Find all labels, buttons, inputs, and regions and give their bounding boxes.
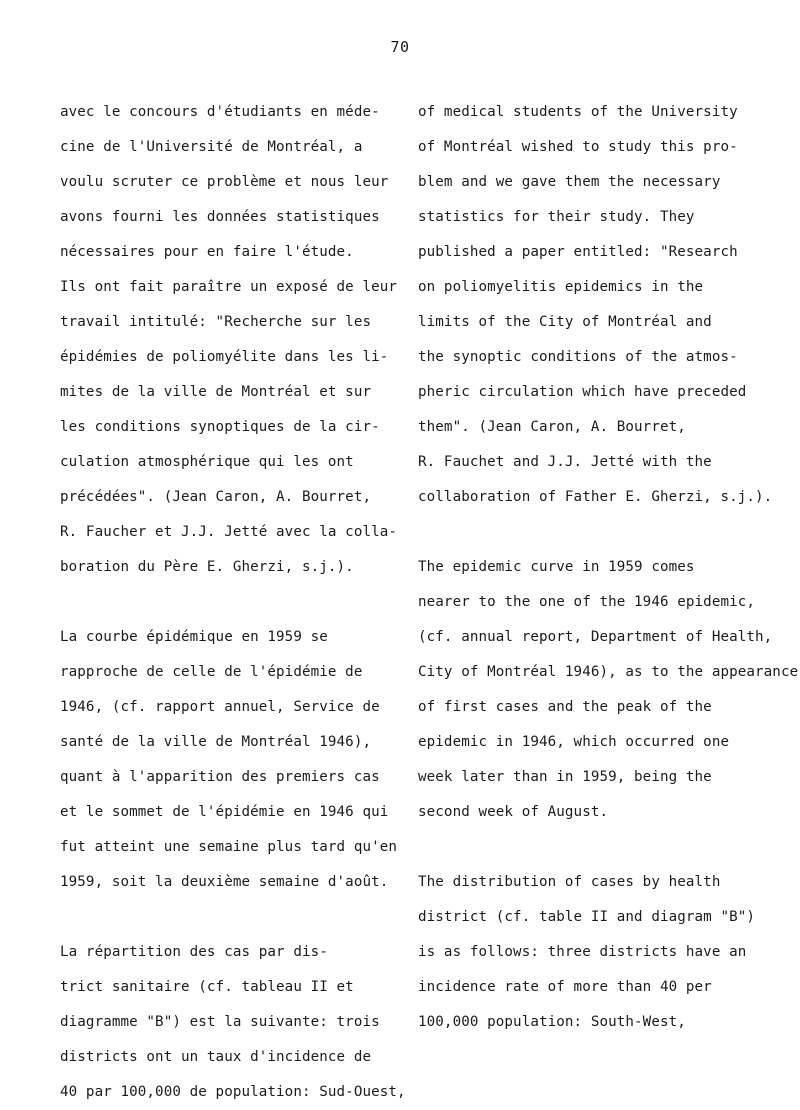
french-text-line: les conditions synoptiques de la cir- [60,419,380,435]
french-text-line: et le sommet de l'épidémie en 1946 qui [60,804,389,820]
french-text-line: La courbe épidémique en 1959 se [60,629,328,645]
english-paragraph [418,95,800,515]
french-text-line: précédées". (Jean Caron, A. Bourret, [60,489,372,505]
english-text-line: incidence rate of more than 40 per [418,979,712,995]
english-text-line: The distribution of cases by health [418,874,721,890]
page-number: 70 [390,38,410,56]
french-paragraph [60,935,406,1110]
french-text-line: cine de l'Université de Montréal, a [60,139,363,155]
french-text-line: diagramme "B") est la suivante: trois [60,1014,380,1030]
english-text-line: on poliomyelitis epidemics in the [418,279,704,295]
english-text-line: them". (Jean Caron, A. Bourret, [418,419,686,435]
french-text-line: voulu scruter ce problème et nous leur [60,174,389,190]
french-text-line: travail intitulé: "Recherche sur les [60,314,372,330]
french-text-line: 1959, soit la deuxième semaine d'août. [60,874,389,890]
english-text-line: The epidemic curve in 1959 comes [418,559,695,575]
english-text-line: epidemic in 1946, which occurred one [418,734,730,750]
french-text-line: Ils ont fait paraître un exposé de leur [60,279,398,295]
english-paragraph [418,865,800,1040]
french-text-line: mites de la ville de Montréal et sur [60,384,372,400]
french-text-line: R. Faucher et J.J. Jetté avec la colla- [60,524,398,540]
french-text-line: avons fourni les données statistiques [60,209,380,225]
english-text-line: blem and we gave them the necessary [418,174,721,190]
english-text-line: nearer to the one of the 1946 epidemic, [418,594,756,610]
english-text-line: of medical students of the University [418,104,738,120]
french-paragraph [60,620,400,900]
french-text-line: rapproche de celle de l'épidémie de [60,664,363,680]
english-text-line: is as follows: three districts have an [418,944,747,960]
french-text-line: fut atteint une semaine plus tard qu'en [60,839,398,855]
french-text-line: culation atmosphérique qui les ont [60,454,354,470]
french-text-line: épidémies de poliomyélite dans les li- [60,349,389,365]
english-text-line: week later than in 1959, being the [418,769,712,785]
english-column [418,95,800,1040]
english-text-line: 100,000 population: South-West, [418,1014,686,1030]
french-text-line: quant à l'apparition des premiers cas [60,769,380,785]
english-text-line: pheric circulation which have preceded [418,384,747,400]
english-text-line: of Montréal wished to study this pro- [418,139,738,155]
english-text-line: collaboration of Father E. Gherzi, s.j.). [418,489,773,505]
english-text-line: (cf. annual report, Department of Health, [418,629,773,645]
french-text-line: boration du Père E. Gherzi, s.j.). [60,559,354,575]
english-text-line: the synoptic conditions of the atmos- [418,349,738,365]
english-text-line: of first cases and the peak of the [418,699,712,715]
english-text-line: statistics for their study. They [418,209,695,225]
french-text-line: districts ont un taux d'incidence de [60,1049,372,1065]
english-paragraph [418,550,800,830]
english-text-line: published a paper entitled: "Research [418,244,738,260]
french-text-line: avec le concours d'étudiants en méde- [60,104,380,120]
french-text-line: trict sanitaire (cf. tableau II et [60,979,354,995]
french-text-line: 40 par 100,000 de population: Sud-Ouest, [60,1084,406,1100]
english-text-line: R. Fauchet and J.J. Jetté with the [418,454,712,470]
english-text-line: second week of August. [418,804,609,820]
english-text-line: City of Montréal 1946), as to the appearance [418,664,799,680]
english-text-line: district (cf. table II and diagram "B") [418,909,756,925]
english-text-line: limits of the City of Montréal and [418,314,712,330]
french-text-line: 1946, (cf. rapport annuel, Service de [60,699,380,715]
french-text-line: La répartition des cas par dis- [60,944,328,960]
french-text-line: nécessaires pour en faire l'étude. [60,244,354,260]
french-paragraph [60,95,400,585]
french-column [60,95,406,1110]
french-text-line: santé de la ville de Montréal 1946), [60,734,372,750]
